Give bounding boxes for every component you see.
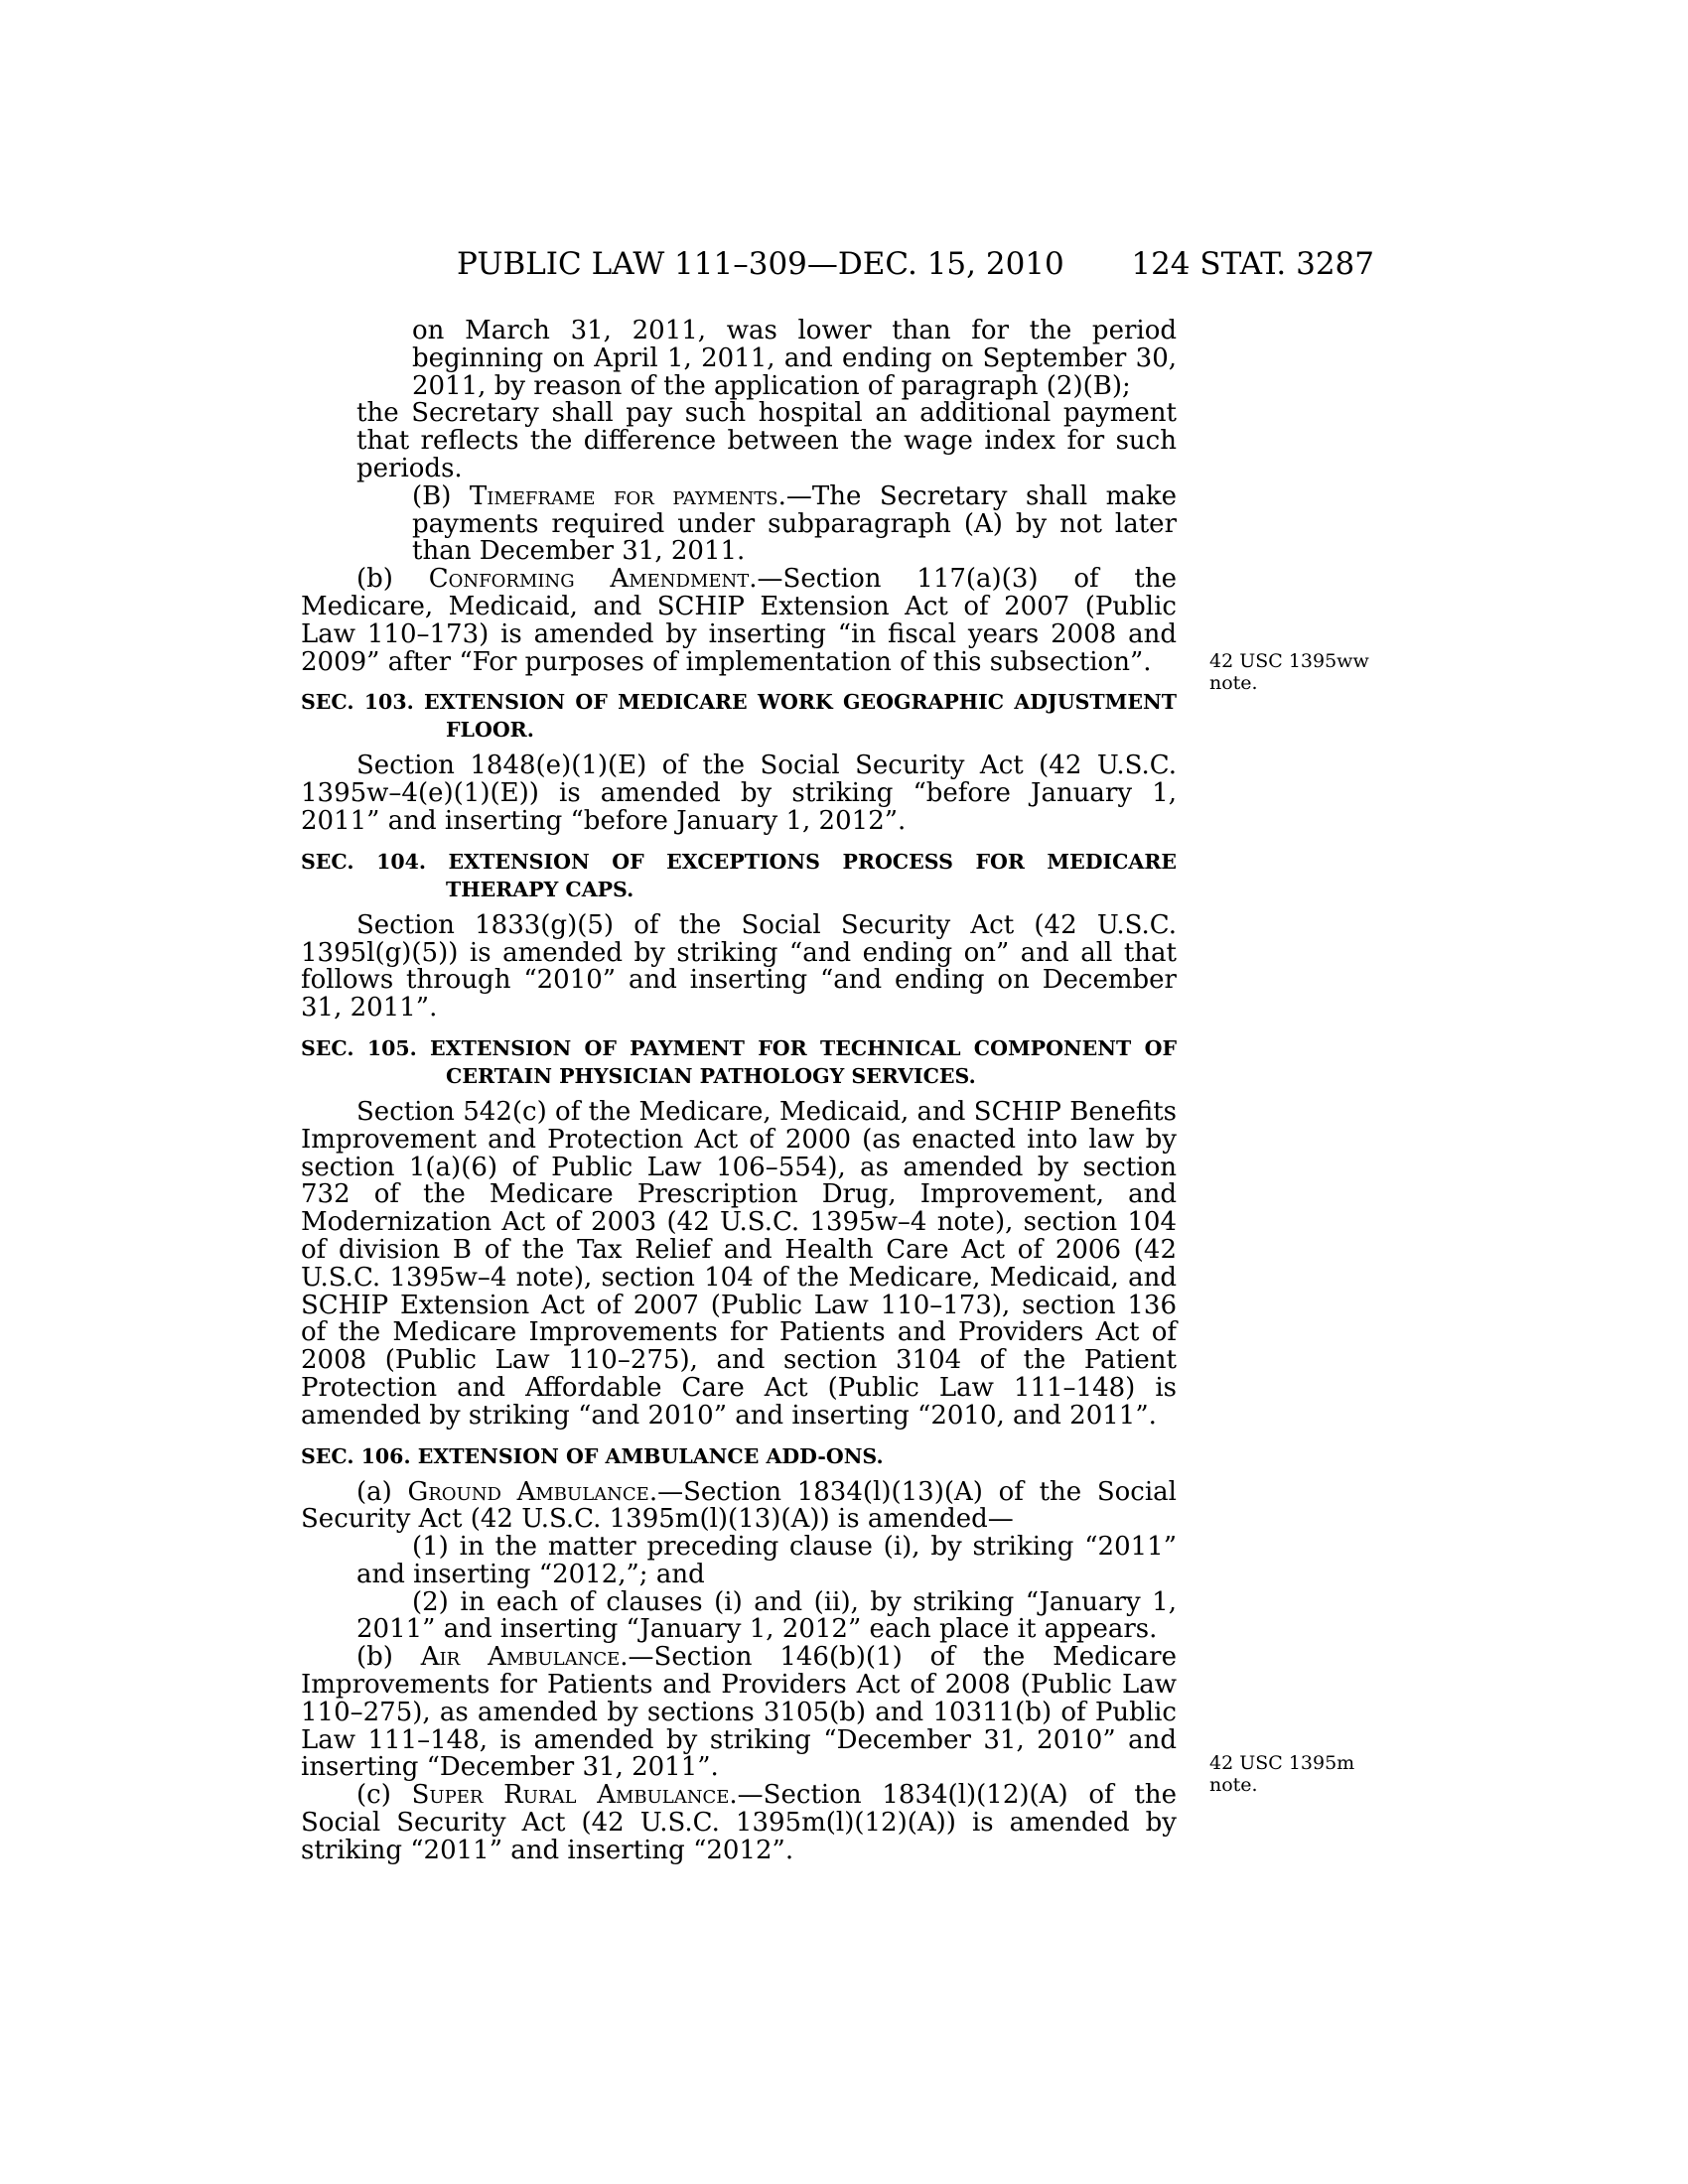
caption-conforming-amendment: Conforming Amendment xyxy=(428,564,750,595)
caption-super-rural-ambulance: Super Rural Ambulance xyxy=(411,1780,730,1811)
paragraph-section-104: Section 1833(g)(5) of the Social Security Act (42 U.S.C. 1395l(g)(5)) is amended by striking “and ending on” and all that follows through “2010” and inserting “and ending on December 31, 2011”. xyxy=(301,909,1177,1024)
paragraph-ground-ambulance: (a) Ground Ambulance.—Section 1834(l)(13)(A) of the Social Security Act (42 U.S.C. 1395m(l)(13)(A)) is amended— xyxy=(301,1476,1177,1535)
header-title: PUBLIC LAW 111–309—DEC. 15, 2010 xyxy=(457,246,1064,282)
section-heading-105: SEC. 105. EXTENSION OF PAYMENT FOR TECHNICAL COMPONENT OF CERTAIN PHYSICIAN PATHOLOGY SERVICES. xyxy=(301,1035,1177,1088)
document-body xyxy=(301,318,1177,1865)
caption-timeframe: Timeframe for payments xyxy=(469,480,778,511)
caption-air-ambulance: Air Ambulance xyxy=(420,1642,621,1673)
section-heading-106: SEC. 106. EXTENSION OF AMBULANCE ADD-ONS. xyxy=(301,1443,884,1468)
paragraph-clause-1: (1) in the matter preceding clause (i), by striking “2011” and inserting “2012,”; and xyxy=(356,1532,1177,1589)
paragraph-continuation: on March 31, 2011, was lower than for the period beginning on April 1, 2011, and ending on September 30, 2011, by reason of the application of paragraph (2)(B); xyxy=(412,316,1177,401)
margin-note-1395m: 42 USC 1395m note. xyxy=(1209,1752,1355,1796)
section-heading-103: SEC. 103. EXTENSION OF MEDICARE WORK GEOGRAPHIC ADJUSTMENT FLOOR. xyxy=(301,690,1177,743)
caption-ground-ambulance: Ground Ambulance xyxy=(407,1476,649,1507)
paragraph-air-ambulance: (b) Air Ambulance.—Section 146(b)(1) of the Medicare Improvements for Patients and Providers Act of 2008 (Public Law 110–275), as amended by sections 3105(b) and 10311(b) of Public Law 111–148, is amended by striking “December 31, 2010” and inserting “December 31, 2011”. xyxy=(301,1642,1177,1783)
margin-note-1395ww: 42 USC 1395ww note. xyxy=(1209,650,1369,694)
section-heading-104: SEC. 104. EXTENSION OF EXCEPTIONS PROCESS FOR MEDICARE THERAPY CAPS. xyxy=(301,849,1177,901)
paragraph-secretary-payment: the Secretary shall pay such hospital an additional payment that reflects the difference between the wage index for such periods. xyxy=(356,398,1177,483)
paragraph-section-103: Section 1848(e)(1)(E) of the Social Security Act (42 U.S.C. 1395w–4(e)(1)(E)) is amended by striking “before January 1, 2011” and inserting “before January 1, 2012”. xyxy=(301,751,1177,836)
paragraph-clause-2: (2) in each of clauses (i) and (ii), by striking “January 1, 2011” and inserting “January 1, 2012” each place it appears. xyxy=(356,1586,1177,1645)
paragraph-super-rural-ambulance: (c) Super Rural Ambulance.—Section 1834(l)(12)(A) of the Social Security Act (42 U.S.C. 1395m(l)(12)(A)) is amended by striking “2011” and inserting “2012”. xyxy=(301,1780,1177,1865)
paragraph-conforming-amendment: (b) Conforming Amendment.—Section 117(a)(3) of the Medicare, Medicaid, and SCHIP Extension Act of 2007 (Public Law 110–173) is amended by inserting “in fiscal years 2008 and 2009” after “For purposes of implementation of this subsection”. xyxy=(301,564,1177,677)
paragraph-section-105: Section 542(c) of the Medicare, Medicaid, and SCHIP Benefits Improvement and Protection Act of 2000 (as enacted into law by section 1(a)(6) of Public Law 106–554), as amended by section 732 of the Medicare Prescription Drug, Improvement, and Modernization Act of 2003 (42 U.S.C. 1395w–4 note), section 104 of division B of the Tax Relief and Health Care Act of 2006 (42 U.S.C. 1395w–4 note), section 104 of the Medicare, Medicaid, and SCHIP Extension Act of 2007 (Public Law 110–173), section 136 of the Medicare Improvements for Patients and Providers Act of 2008 (Public Law 110–275), and section 3104 of the Patient Protection and Affordable Care Act (Public Law 111–148) is amended by striking “and 2010” and inserting “2010, and 2011”. xyxy=(301,1096,1177,1431)
header-stat-page: 124 STAT. 3287 xyxy=(1131,246,1374,282)
paragraph-timeframe: (B) Timeframe for payments.—The Secretary shall make payments required under subparagraph (A) by not later than December 31, 2011. xyxy=(412,480,1177,567)
